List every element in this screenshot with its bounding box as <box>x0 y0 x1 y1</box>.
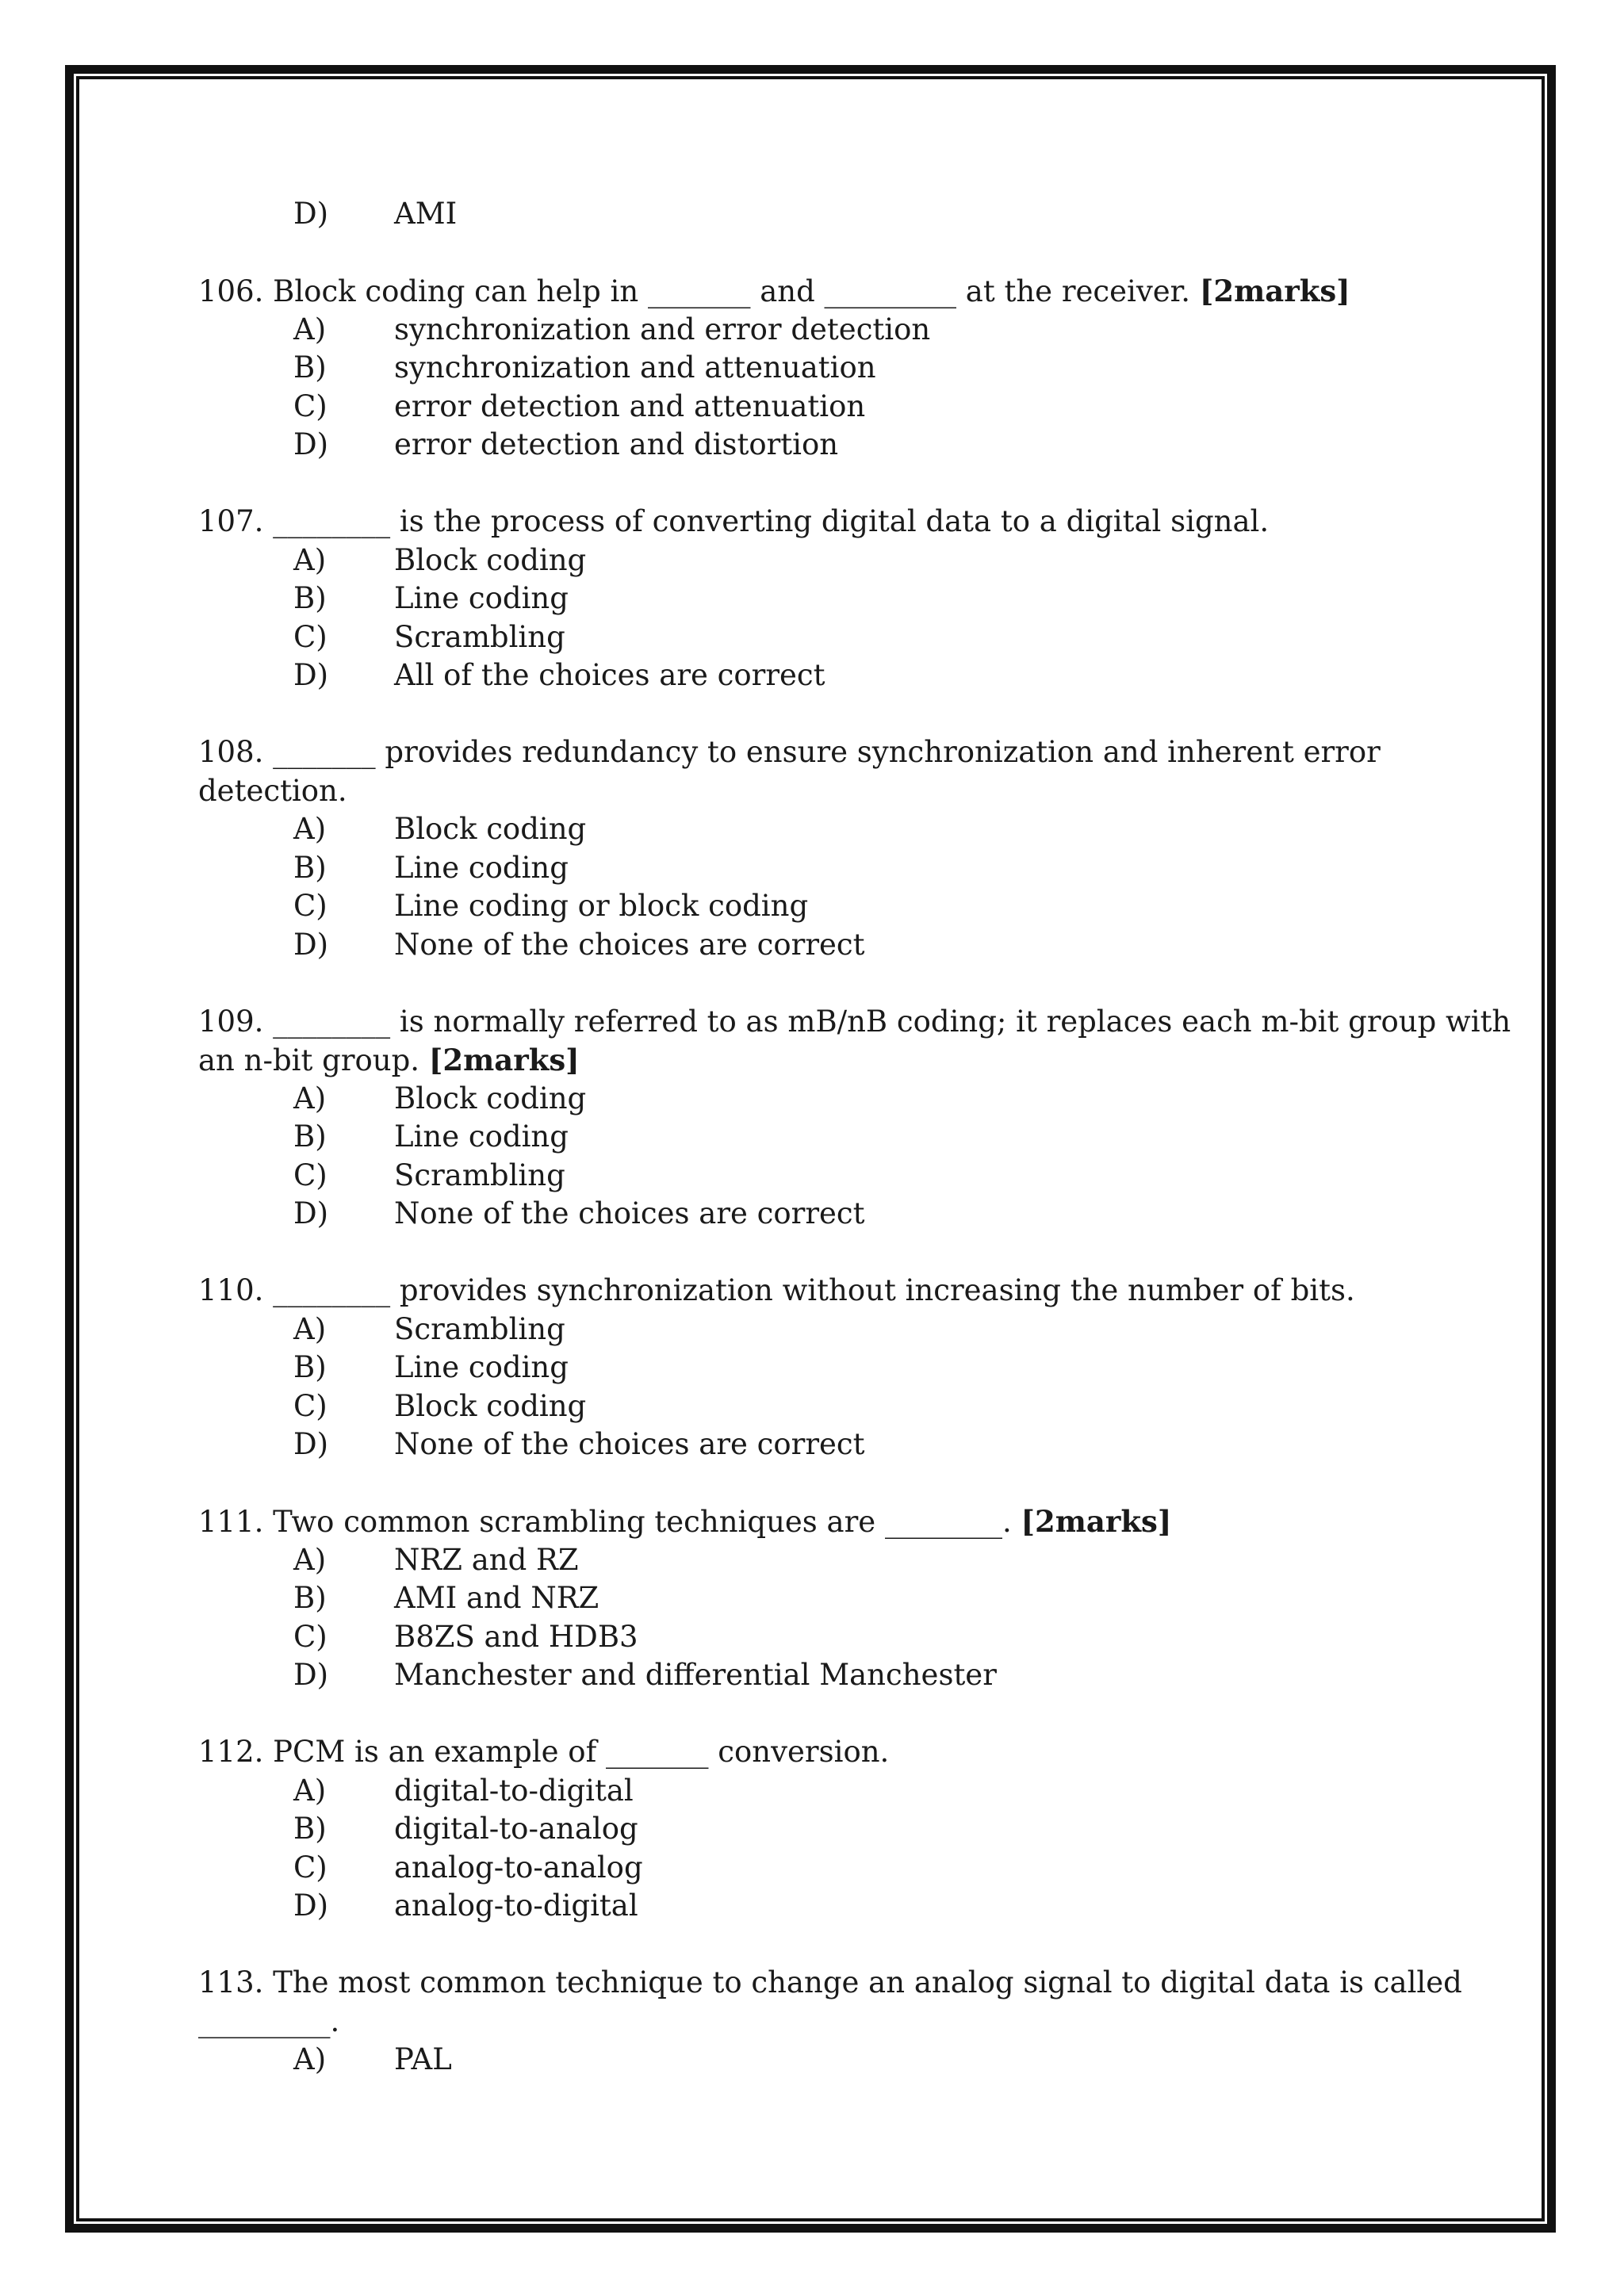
question-spacer <box>198 1926 1435 1965</box>
option-text: None of the choices are correct <box>394 1196 865 1230</box>
option-text: error detection and distortion <box>394 427 839 461</box>
option-letter: D) <box>293 1888 329 1923</box>
question-text: 110. ________ provides synchronization without increasing the number of bits. <box>198 1273 1355 1307</box>
option-text: Block coding <box>394 1081 587 1115</box>
answer-option <box>198 887 1435 926</box>
option-letter: A) <box>293 542 327 577</box>
option-text: B8ZS and HDB3 <box>394 1619 638 1654</box>
answer-option <box>198 618 1435 657</box>
option-letter: B) <box>293 850 327 885</box>
option-letter: B) <box>293 1581 327 1615</box>
option-text: Block coding <box>394 1388 587 1423</box>
option-letter: A) <box>293 2042 327 2076</box>
option-text: PAL <box>394 2042 452 2076</box>
answer-option <box>198 1887 1435 1926</box>
answer-option <box>198 1157 1435 1196</box>
option-letter: C) <box>293 619 327 654</box>
option-letter: D) <box>293 658 329 692</box>
question-block <box>198 1272 1435 1464</box>
answer-option <box>198 1849 1435 1888</box>
marks-label: [2marks] <box>1199 274 1350 308</box>
option-letter: C) <box>293 1388 327 1423</box>
option-text: Block coding <box>394 542 587 577</box>
option-text: Scrambling <box>394 619 565 654</box>
question-text-line <box>198 272 1435 311</box>
question-text: 108. _______ provides redundancy to ensure synchronization and inherent error <box>198 735 1381 769</box>
question-text-line <box>198 2003 1435 2042</box>
question-spacer <box>198 1695 1435 1734</box>
question-list <box>198 195 1511 2080</box>
question-text-line <box>198 1003 1511 1042</box>
option-letter: B) <box>293 1350 327 1384</box>
answer-option <box>198 656 1435 695</box>
answer-option <box>198 1579 1435 1618</box>
option-letter: C) <box>293 1158 327 1192</box>
option-text: digital-to-analog <box>394 1812 638 1846</box>
option-text: NRZ and RZ <box>394 1542 579 1577</box>
answer-option <box>198 926 1435 965</box>
option-text: AMI and NRZ <box>394 1581 599 1615</box>
question-block <box>198 1502 1435 1695</box>
question-text: 109. ________ is normally referred to as mB/nB coding; it replaces each m-bit group with <box>198 1004 1511 1039</box>
question-spacer <box>198 964 1435 1003</box>
option-text: analog-to-digital <box>394 1888 638 1923</box>
answer-option <box>198 1656 1435 1695</box>
option-letter: B) <box>293 581 327 615</box>
question-text: _________. <box>198 2003 340 2038</box>
option-text: Scrambling <box>394 1311 565 1346</box>
option-letter: A) <box>293 312 327 346</box>
option-letter: A) <box>293 1773 327 1808</box>
option-letter: D) <box>293 1658 329 1692</box>
answer-option <box>198 388 1435 427</box>
answer-option <box>198 1195 1435 1234</box>
option-text: error detection and attenuation <box>394 388 866 423</box>
answer-option <box>198 1425 1435 1464</box>
question-block <box>198 503 1435 695</box>
option-letter: C) <box>293 1850 327 1885</box>
answer-option <box>198 1118 1435 1157</box>
question-text: 112. PCM is an example of _______ conversion. <box>198 1735 890 1769</box>
answer-option <box>198 349 1435 388</box>
answer-option <box>198 1772 1435 1811</box>
question-text: detection. <box>198 773 347 808</box>
question-text: an n-bit group. <box>198 1043 420 1077</box>
option-text: synchronization and error detection <box>394 312 931 346</box>
option-letter: D) <box>293 1196 329 1230</box>
question-block <box>198 1733 1435 1926</box>
question-block <box>198 1964 1462 2080</box>
marks-label: [2marks] <box>1021 1504 1172 1539</box>
option-letter: A) <box>293 1542 327 1577</box>
answer-option <box>198 311 1435 350</box>
answer-option <box>198 1311 1435 1349</box>
question-text: 106. Block coding can help in _______ and _________ at the receiver. <box>198 274 1191 308</box>
question-text-line <box>198 503 1435 541</box>
question-block <box>198 272 1435 465</box>
option-text: analog-to-analog <box>394 1850 643 1885</box>
option-text: None of the choices are correct <box>394 1427 865 1461</box>
answer-option <box>198 426 1435 465</box>
question-spacer <box>198 1234 1435 1272</box>
question-text-line <box>198 1964 1462 2003</box>
option-letter: B) <box>293 1812 327 1846</box>
option-letter: D) <box>293 197 329 231</box>
question-spacer <box>198 465 1435 503</box>
option-letter: A) <box>293 1081 327 1115</box>
leading-option <box>198 195 1435 234</box>
answer-option <box>198 810 1435 849</box>
option-text: None of the choices are correct <box>394 927 865 962</box>
question-text-line <box>198 1041 1435 1080</box>
question-spacer <box>198 695 1435 734</box>
answer-option <box>198 1387 1435 1426</box>
option-letter: D) <box>293 1427 329 1461</box>
option-text: All of the choices are correct <box>394 658 825 692</box>
question-text-line <box>198 1733 1435 1772</box>
option-text: Manchester and differential Manchester <box>394 1658 997 1692</box>
option-text: Line coding or block coding <box>394 889 809 923</box>
answer-option <box>198 1080 1435 1119</box>
option-text: synchronization and attenuation <box>394 350 876 385</box>
answer-option <box>198 580 1435 618</box>
question-text-line <box>198 772 1435 811</box>
option-text: Line coding <box>394 1119 569 1154</box>
answer-option <box>198 541 1435 580</box>
question-text-line <box>198 733 1435 772</box>
option-letter: A) <box>293 1311 327 1346</box>
answer-option <box>198 849 1435 888</box>
question-text-line <box>198 1502 1435 1541</box>
option-text: digital-to-digital <box>394 1773 634 1808</box>
option-letter: C) <box>293 889 327 923</box>
question-text: 107. ________ is the process of converting digital data to a digital signal. <box>198 504 1270 538</box>
option-text: Line coding <box>394 1350 569 1384</box>
question-block <box>198 733 1435 964</box>
answer-option <box>198 1349 1435 1387</box>
answer-option <box>198 2041 1435 2080</box>
marks-label: [2marks] <box>428 1043 580 1077</box>
option-letter: B) <box>293 1119 327 1154</box>
option-letter: C) <box>293 1619 327 1654</box>
option-text: Line coding <box>394 581 569 615</box>
option-letter: B) <box>293 350 327 385</box>
question-text: 113. The most common technique to change an analog signal to digital data is called <box>198 1965 1462 1999</box>
option-letter: A) <box>293 812 327 846</box>
answer-option <box>198 1618 1435 1657</box>
option-letter: C) <box>293 388 327 423</box>
option-letter: D) <box>293 427 329 461</box>
answer-option <box>198 1541 1435 1580</box>
option-text: AMI <box>394 197 458 231</box>
option-text: Line coding <box>394 850 569 885</box>
answer-option <box>198 1810 1435 1849</box>
option-letter: D) <box>293 927 329 962</box>
option-text: Scrambling <box>394 1158 565 1192</box>
question-spacer <box>198 234 1435 273</box>
question-spacer <box>198 1464 1435 1503</box>
question-text: 111. Two common scrambling techniques are ________. <box>198 1505 1012 1539</box>
option-text: Block coding <box>394 812 587 846</box>
question-block <box>198 1003 1511 1234</box>
question-text-line <box>198 1272 1435 1311</box>
